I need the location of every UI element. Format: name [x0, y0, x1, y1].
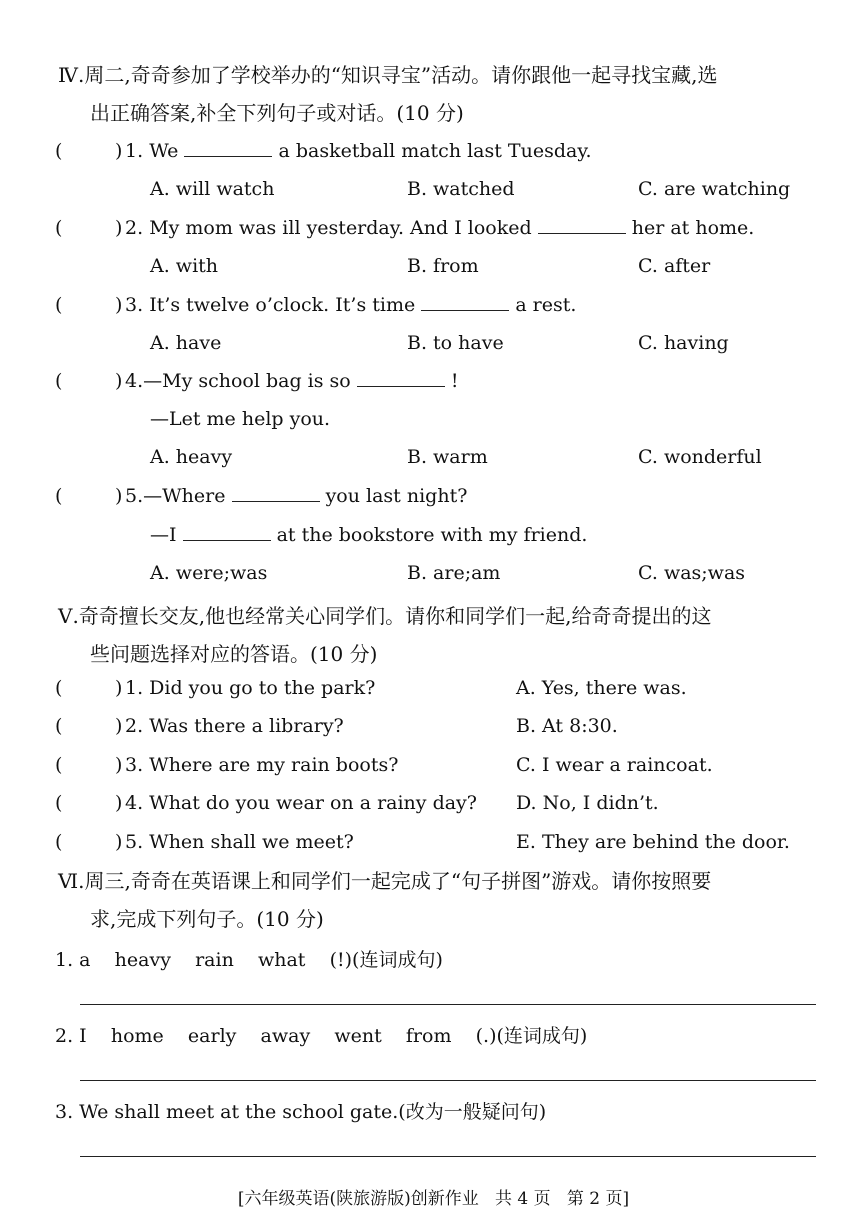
s4-q3-option-a[interactable]: A. have — [150, 332, 222, 354]
s4-q2-option-a[interactable]: A. with — [150, 255, 219, 277]
s4-q4-option-a[interactable]: A. heavy — [150, 446, 233, 468]
s5-question-5: 5. When shall we meet? — [125, 831, 354, 853]
s5-question-4: 4. What do you wear on a rainy day? — [125, 792, 477, 814]
section5-heading-line1 — [58, 597, 712, 635]
section4-numeral: Ⅳ. — [58, 63, 85, 87]
s4-q2-option-c[interactable]: C. after — [638, 255, 711, 277]
section5-numeral: Ⅴ. — [58, 604, 79, 628]
s4-q5-option-b[interactable]: B. are;am — [407, 562, 501, 584]
s4-q5-stem: 5.—Where you last night? — [125, 485, 468, 507]
answer-paren-close: ) — [115, 831, 123, 853]
s4-q3-option-b[interactable]: B. to have — [407, 332, 504, 354]
section6-instruction-1: 周三,奇奇在英语课上和同学们一起完成了“句子拼图”游戏。请你按照要 — [84, 869, 712, 893]
s4-q5-dialogue-line2: —I at the bookstore with my friend. — [150, 524, 588, 546]
page-footer: [六年级英语(陕旅游版)创新作业 共 4 页 第 2 页] — [237, 1189, 630, 1209]
s6-item-2: 2. I home early away went from (.)(连词成句) — [55, 1025, 588, 1047]
s4-q1-option-b[interactable]: B. watched — [407, 178, 515, 200]
s5-answer-c: C. I wear a raincoat. — [516, 754, 713, 776]
s4-q4-option-b[interactable]: B. warm — [407, 446, 488, 468]
s4-q2-stem: 2. My mom was ill yesterday. And I looked her at home. — [125, 217, 755, 239]
answer-paren-close: ) — [115, 754, 123, 776]
s5-answer-a: A. Yes, there was. — [516, 677, 687, 699]
s5-answer-b: B. At 8:30. — [516, 715, 618, 737]
s5-answer-d: D. No, I didn’t. — [516, 792, 659, 814]
s4-q1-option-c[interactable]: C. are watching — [638, 178, 791, 200]
answer-blank[interactable] — [232, 500, 320, 502]
answer-paren-close: ) — [115, 140, 123, 162]
s5-answer-e: E. They are behind the door. — [516, 831, 790, 853]
answer-paren-open: ( — [55, 140, 63, 162]
answer-paren-open: ( — [55, 715, 63, 737]
s4-q5-option-a[interactable]: A. were;was — [150, 562, 268, 584]
answer-blank[interactable] — [538, 232, 626, 234]
section6-heading-line1 — [58, 862, 711, 900]
answer-blank[interactable] — [421, 309, 509, 311]
section4-instruction-1: 周二,奇奇参加了学校举办的“知识寻宝”活动。请你跟他一起寻找宝藏,选 — [84, 63, 718, 87]
s4-q3-option-c[interactable]: C. having — [638, 332, 729, 354]
s4-q2-option-b[interactable]: B. from — [407, 255, 479, 277]
answer-paren-open: ( — [55, 831, 63, 853]
s5-question-1: 1. Did you go to the park? — [125, 677, 376, 699]
s4-q4-stem: 4.—My school bag is so ! — [125, 370, 459, 392]
s4-q1-stem: 1. We a basketball match last Tuesday. — [125, 140, 592, 162]
answer-paren-open: ( — [55, 370, 63, 392]
answer-paren-close: ) — [115, 485, 123, 507]
s4-q3-stem: 3. It’s twelve o’clock. It’s time a rest. — [125, 294, 577, 316]
answer-paren-close: ) — [115, 792, 123, 814]
answer-line[interactable] — [80, 1156, 816, 1157]
s5-question-3: 3. Where are my rain boots? — [125, 754, 399, 776]
answer-line[interactable] — [80, 1004, 816, 1005]
answer-paren-open: ( — [55, 677, 63, 699]
section5-instruction-2: 些问题选择对应的答语。(10 分) — [90, 642, 378, 666]
section4-heading-line1 — [58, 56, 718, 94]
s4-q4-option-c[interactable]: C. wonderful — [638, 446, 762, 468]
answer-blank[interactable] — [357, 385, 445, 387]
answer-paren-close: ) — [115, 217, 123, 239]
answer-paren-open: ( — [55, 792, 63, 814]
answer-paren-close: ) — [115, 294, 123, 316]
section4-instruction-2: 出正确答案,补全下列句子或对话。(10 分) — [90, 101, 464, 125]
answer-paren-close: ) — [115, 370, 123, 392]
s4-q5-option-c[interactable]: C. was;was — [638, 562, 746, 584]
answer-paren-close: ) — [115, 677, 123, 699]
section6-numeral: Ⅵ. — [58, 869, 85, 893]
answer-line[interactable] — [80, 1080, 816, 1081]
answer-paren-open: ( — [55, 754, 63, 776]
s5-question-2: 2. Was there a library? — [125, 715, 344, 737]
answer-blank[interactable] — [183, 539, 271, 541]
answer-paren-open: ( — [55, 217, 63, 239]
answer-blank[interactable] — [184, 155, 272, 157]
s6-item-1: 1. a heavy rain what (!)(连词成句) — [55, 949, 443, 971]
s4-q4-dialogue-line2: —Let me help you. — [150, 408, 331, 430]
answer-paren-close: ) — [115, 715, 123, 737]
section6-instruction-2: 求,完成下列句子。(10 分) — [90, 907, 324, 931]
s6-item-3: 3. We shall meet at the school gate.(改为一般疑问句) — [55, 1101, 547, 1123]
answer-paren-open: ( — [55, 294, 63, 316]
section5-instruction-1: 奇奇擅长交友,他也经常关心同学们。请你和同学们一起,给奇奇提出的这 — [78, 604, 712, 628]
answer-paren-open: ( — [55, 485, 63, 507]
s4-q1-option-a[interactable]: A. will watch — [150, 178, 275, 200]
